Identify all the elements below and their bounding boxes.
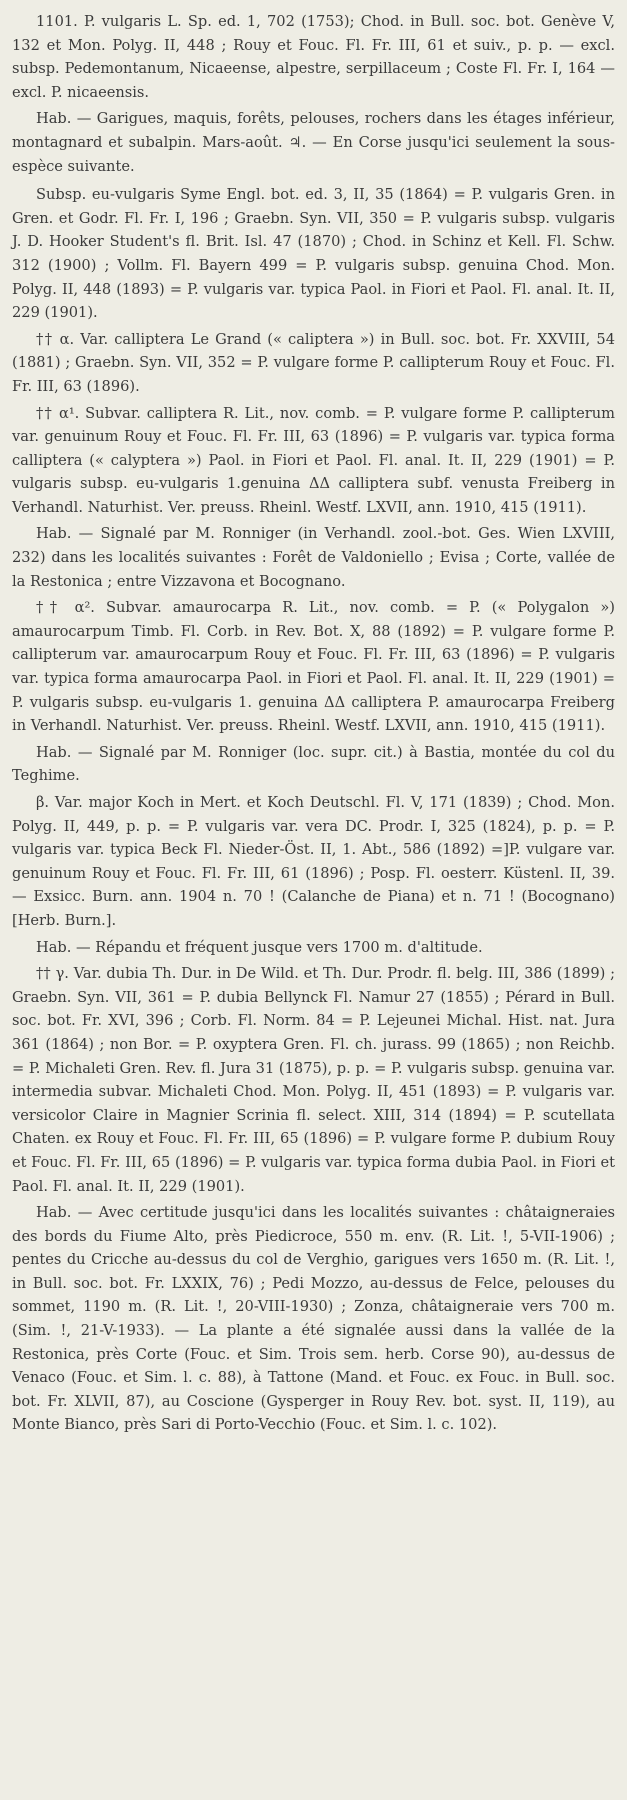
- amaurocarpa-habitat: Hab. — Signalé par M. Ronniger (loc. supr. cit.) à Bastia, montée du col du Teghime.: [12, 743, 615, 785]
- major-habitat: Hab. — Répandu et fréquent jusque vers 1700 m. d'altitude.: [36, 938, 483, 956]
- var-major-paragraph: β. Var. major Koch in Mert. et Koch Deutschl. Fl. V, 171 (1839) ; Chod. Mon. Polyg. II, 449, p. p. = P. vulgaris var. vera DC. Prodr. I, 325 (1824), p. p. = P. vulgaris var. typica Beck Fl. Nieder-Öst. II, 1. Abt., 586 (1892) =]P. vulgare var. genuinum Rouy et Fouc. Fl. Fr. III, 61 (1896) ; Posp. Fl. oesterr. Küstenl. II, 39. — Exsicc. Burn. ann. 1904 n. 70 ! (Calanche de Piana) et n. 71 ! (Bocognano) [Herb. Burn.].: [12, 794, 615, 929]
- var-dubia-paragraph: †† γ. Var. dubia Th. Dur. in De Wild. et Th. Dur. Prodr. fl. belg. III, 386 (1899) ; Graebn. Syn. VII, 361 = P. dubia Bellynck Fl. Namur 27 (1855) ; Pérard in Bull. soc. bot. Fr. XVI, 396 ; Corb. Fl. Norm. 84 = P. Lejeunei Michal. Hist. nat. Jura 361 (1864) ; non Bor. = P. oxyptera Gren. Fl. ch. jurass. 99 (1865) ; non Reichb. = P. Michaleti Gren. Rev. fl. Jura 31 (1875), p. p. = P. vulgaris subsp. genuina var. intermedia subvar. Michaleti Chod. Mon. Polyg. II, 451 (1893) = P. vulgaris var. versicolor Claire in Magnier Scrinia fl. select. XIII, 314 (1894) = P. scutellata Chaten. ex Rouy et Fouc. Fl. Fr. III, 65 (1896) = P. vulgare forme P. dubium Rouy et Fouc. Fl. Fr. III, 65 (1896) = P. vulgaris var. typica forma dubia Paol. in Fiori et Paol. Fl. anal. It. II, 229 (1901).: [12, 965, 615, 1195]
- subvar-amaurocarpa-paragraph: †† α². Subvar. amaurocarpa R. Lit., nov. comb. = P. (« Polygalon ») amaurocarpum Timb. Fl. Corb. in Rev. Bot. X, 88 (1892) = P. vulgare forme P. callipterum var. amaurocarpum Rouy et Fouc. Fl. Fr. III, 63 (1896) = P. vulgaris var. typica forma amaurocarpa Paol. in Fiori et Paol. Fl. anal. It. II, 229 (1901) = P. vulgaris subsp. eu-vulgaris 1. genuina ΔΔ calliptera P. amaurocarpa Freiberg in Verhandl. Naturhist. Ver. preuss. Rheinl. Westf. LXVII, ann. 1910, 415 (1911).: [12, 599, 615, 735]
- var-calliptera-paragraph: †† α. Var. calliptera Le Grand (« caliptera ») in Bull. soc. bot. Fr. XXVIII, 54 (1881) ; Graebn. Syn. VII, 352 = P. vulgare forme P. callipterum Rouy et Fouc. Fl. Fr. III, 63 (1896).: [12, 330, 615, 395]
- subsp-eu-vulgaris-paragraph: Subsp. eu-vulgaris Syme Engl. bot. ed. 3, II, 35 (1864) = P. vulgaris Gren. in Gren. et Godr. Fl. Fr. I, 196 ; Graebn. Syn. VII, 350 = P. vulgaris subsp. vulgaris J. D. Hooker Student's fl. Brit. Isl. 47 (1870) ; Chod. in Schinz et Kell. Fl. Schw. 312 (1900) ; Vollm. Fl. Bayern 499 = P. vulgaris subsp. genuina Chod. Mon. Polyg. II, 448 (1893) = P. vulgaris var. typica Paol. in Fiori et Paol. Fl. anal. It. II, 229 (1901).: [12, 186, 615, 322]
- entry-1101-paragraph: 1101. P. vulgaris L. Sp. ed. 1, 702 (1753); Chod. in Bull. soc. bot. Genève V, 132 et Mon. Polyg. II, 448 ; Rouy et Fouc. Fl. Fr. III, 61 et suiv., p. p. — excl. subsp. Pedemontanum, Nicaeense, alpestre, serpillaceum ; Coste Fl. Fr. I, 164 — excl. P. nicaeensis.: [12, 13, 615, 101]
- entry-1101-habitat: Hab. — Garigues, maquis, forêts, pelouses, rochers dans les étages inférieur, montagnard et subalpin. Mars-août. ♃. — En Corse jusqu'ici seulement la sous-espèce suivante.: [12, 110, 615, 175]
- calliptera-habitat: Hab. — Signalé par M. Ronniger (in Verhandl. zool.-bot. Ges. Wien LXVIII, 232) dans les localités suivantes : Forêt de Valdoniello ; Evisa ; Corte, vallée de la Restonica ; entre Vizzavona et Bocognano.: [12, 525, 615, 590]
- dubia-habitat: Hab. — Avec certitude jusqu'ici dans les localités suivantes : châtaigneraies des bords du Fiume Alto, près Piedicroce, 550 m. env. (R. Lit. !, 5-VII-1906) ; pentes du Cricche au-dessus du col de Verghio, garigues vers 1650 m. (R. Lit. !, in Bull. soc. bot. Fr. LXXIX, 76) ; Pedi Mozzo, au-dessus de Felce, pelouses du sommet, 1190 m. (R. Lit. !, 20-VIII-1930) ; Zonza, châtaigneraie vers 700 m. (Sim. !, 21-V-1933). — La plante a été signalée aussi dans la vallée de la Restonica, près Corte (Fouc. et Sim. Trois sem. herb. Corse 90), au-dessus de Venaco (Fouc. et Sim. l. c. 88), à Tattone (Mand. et Fouc. ex Fouc. in Bull. soc. bot. Fr. XLVII, 87), au Coscione (Gysperger in Rouy Rev. bot. syst. II, 119), au Monte Bianco, près Sari di Porto-Vecchio (Fouc. et Sim. l. c. 102).: [12, 1204, 615, 1434]
- subvar-calliptera-paragraph: †† α¹. Subvar. calliptera R. Lit., nov. comb. = P. vulgare forme P. callipterum var. genuinum Rouy et Fouc. Fl. Fr. III, 63 (1896) = P. vulgaris var. typica forma calliptera (« calyptera ») Paol. in Fiori et Paol. Fl. anal. It. II, 229 (1901) = P. vulgaris subsp. eu-vulgaris 1.genuina ΔΔ calliptera subf. venusta Freiberg in Verhandl. Naturhist. Ver. preuss. Rheinl. Westf. LXVII, ann. 1910, 415 (1911).: [12, 404, 615, 516]
